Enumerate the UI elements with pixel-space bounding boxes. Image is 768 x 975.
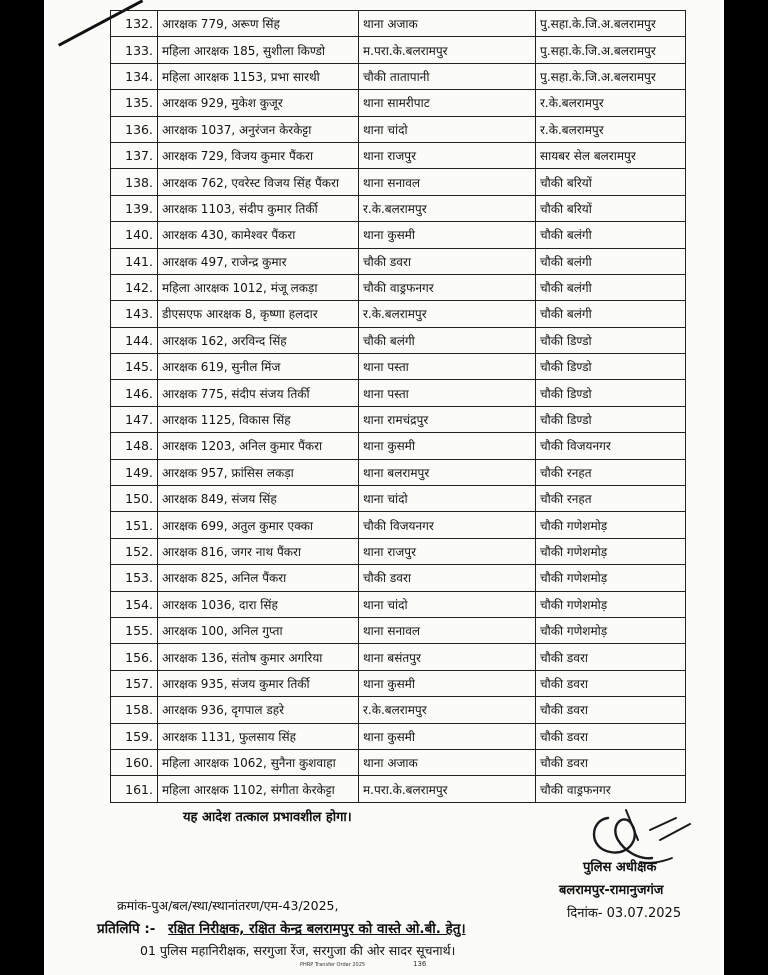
serial-cell: 158. — [111, 697, 158, 723]
name-cell: डीएसएफ आरक्षक 8, कृष्णा हलदार — [158, 301, 359, 327]
table-row — [111, 406, 686, 432]
table-row — [111, 433, 686, 459]
name-cell: आरक्षक 430, कामेश्वर पैंकरा — [158, 222, 359, 248]
serial-cell: 139. — [111, 195, 158, 221]
table-row — [111, 90, 686, 116]
name-cell: आरक्षक 497, राजेन्द्र कुमार — [158, 248, 359, 274]
from-posting-cell: थाना सनावल — [359, 617, 536, 643]
serial-cell: 155. — [111, 617, 158, 643]
to-posting-cell: र.के.बलरामपुर — [536, 116, 686, 142]
to-posting-cell: चौकी बलंगी — [536, 274, 686, 300]
name-cell: आरक्षक 699, अतुल कुमार एक्का — [158, 512, 359, 538]
name-cell: आरक्षक 935, संजय कुमार तिर्की — [158, 670, 359, 696]
serial-cell: 144. — [111, 327, 158, 353]
table-row — [111, 380, 686, 406]
from-posting-cell: थाना कुसमी — [359, 433, 536, 459]
to-posting-cell: चौकी विजयनगर — [536, 433, 686, 459]
signatory-title: पुलिस अधीक्षक — [583, 860, 657, 875]
serial-cell: 161. — [111, 776, 158, 802]
scan-border-right — [724, 0, 768, 975]
from-posting-cell: चौकी विजयनगर — [359, 512, 536, 538]
to-posting-cell: चौकी बरियों — [536, 195, 686, 221]
from-posting-cell: थाना कुसमी — [359, 723, 536, 749]
to-posting-cell: चौकी डिण्डो — [536, 354, 686, 380]
footer-caption: PHRP Transfer Order 2025 — [300, 962, 366, 968]
table-row — [111, 512, 686, 538]
name-cell: महिला आरक्षक 1062, सुनैना कुशवाहा — [158, 749, 359, 775]
name-cell: महिला आरक्षक 1153, प्रभा सारथी — [158, 63, 359, 89]
from-posting-cell: थाना कुसमी — [359, 222, 536, 248]
from-posting-cell: चौकी डवरा — [359, 248, 536, 274]
serial-cell: 151. — [111, 512, 158, 538]
to-posting-cell: चौकी गणेशमोड़ — [536, 591, 686, 617]
to-posting-cell: चौकी गणेशमोड़ — [536, 538, 686, 564]
table-row — [111, 776, 686, 802]
from-posting-cell: चौकी बलंगी — [359, 327, 536, 353]
serial-cell: 159. — [111, 723, 158, 749]
serial-cell: 156. — [111, 644, 158, 670]
from-posting-cell: थाना राजपुर — [359, 142, 536, 168]
serial-cell: 152. — [111, 538, 158, 564]
serial-cell: 142. — [111, 274, 158, 300]
table-row — [111, 749, 686, 775]
from-posting-cell: थाना चांदो — [359, 116, 536, 142]
from-posting-cell: म.परा.के.बलरामपुर — [359, 37, 536, 63]
table-row — [111, 248, 686, 274]
scan-border-left — [0, 0, 44, 975]
name-cell: आरक्षक 816, जगर नाथ पैंकरा — [158, 538, 359, 564]
name-cell: आरक्षक 1037, अनुरंजन केरकेट्टा — [158, 116, 359, 142]
serial-cell: 135. — [111, 90, 158, 116]
to-posting-cell: पु.सहा.के.जि.अ.बलरामपुर — [536, 63, 686, 89]
serial-cell: 134. — [111, 63, 158, 89]
footer-page-number: 136 — [413, 960, 427, 968]
name-cell: आरक्षक 1103, संदीप कुमार तिर्की — [158, 195, 359, 221]
table-row — [111, 274, 686, 300]
table-row — [111, 617, 686, 643]
name-cell: महिला आरक्षक 1012, मंजू लकड़ा — [158, 274, 359, 300]
table-row — [111, 644, 686, 670]
table-row — [111, 327, 686, 353]
name-cell: आरक्षक 1036, दारा सिंह — [158, 591, 359, 617]
table-row — [111, 723, 686, 749]
to-posting-cell: र.के.बलरामपुर — [536, 90, 686, 116]
table-row — [111, 538, 686, 564]
name-cell: आरक्षक 1203, अनिल कुमार पैंकरा — [158, 433, 359, 459]
table-row — [111, 11, 686, 37]
table-row — [111, 354, 686, 380]
effective-note: यह आदेश तत्काल प्रभावशील होगा। — [183, 810, 352, 825]
copy-item: 01 पुलिस महानिरीक्षक, सरगुजा रेंज, सरगुजा की ओर सादर सूचनार्थ। — [140, 943, 456, 958]
table-row — [111, 37, 686, 63]
name-cell: आरक्षक 775, संदीप संजय तिर्की — [158, 380, 359, 406]
to-posting-cell: चौकी बलंगी — [536, 222, 686, 248]
to-posting-cell: चौकी गणेशमोड़ — [536, 617, 686, 643]
table-row — [111, 63, 686, 89]
serial-cell: 148. — [111, 433, 158, 459]
serial-cell: 136. — [111, 116, 158, 142]
to-posting-cell: चौकी गणेशमोड़ — [536, 512, 686, 538]
serial-cell: 141. — [111, 248, 158, 274]
from-posting-cell: र.के.बलरामपुर — [359, 301, 536, 327]
from-posting-cell: थाना बलरामपुर — [359, 459, 536, 485]
from-posting-cell: थाना सनावल — [359, 169, 536, 195]
serial-cell: 149. — [111, 459, 158, 485]
to-posting-cell: चौकी डवरा — [536, 723, 686, 749]
serial-cell: 150. — [111, 486, 158, 512]
to-posting-cell: चौकी वाड्रफनगर — [536, 776, 686, 802]
name-cell: आरक्षक 619, सुनील मिंज — [158, 354, 359, 380]
serial-cell: 147. — [111, 406, 158, 432]
serial-cell: 140. — [111, 222, 158, 248]
to-posting-cell: चौकी डवरा — [536, 644, 686, 670]
name-cell: आरक्षक 1131, फुलसाय सिंह — [158, 723, 359, 749]
to-posting-cell: चौकी डवरा — [536, 697, 686, 723]
from-posting-cell: थाना अजाक — [359, 11, 536, 37]
to-posting-cell: चौकी डवरा — [536, 670, 686, 696]
to-posting-cell: चौकी बरियों — [536, 169, 686, 195]
serial-cell: 132. — [111, 11, 158, 37]
copy-label: प्रतिलिपि :- — [97, 921, 156, 937]
serial-cell: 143. — [111, 301, 158, 327]
from-posting-cell: थाना राजपुर — [359, 538, 536, 564]
name-cell: महिला आरक्षक 1102, संगीता केरकेट्टा — [158, 776, 359, 802]
name-cell: आरक्षक 136, संतोष कुमार अगरिया — [158, 644, 359, 670]
table-row — [111, 222, 686, 248]
to-posting-cell: चौकी बलंगी — [536, 248, 686, 274]
name-cell: आरक्षक 929, मुकेश कुजूर — [158, 90, 359, 116]
table-row — [111, 565, 686, 591]
from-posting-cell: चौकी तातापानी — [359, 63, 536, 89]
serial-cell: 146. — [111, 380, 158, 406]
table-row — [111, 670, 686, 696]
order-date: दिनांक- 03.07.2025 — [567, 906, 682, 921]
from-posting-cell: थाना सामरीपाट — [359, 90, 536, 116]
to-posting-cell: चौकी डिण्डो — [536, 406, 686, 432]
name-cell: आरक्षक 825, अनिल पैंकरा — [158, 565, 359, 591]
table-row — [111, 301, 686, 327]
from-posting-cell: थाना कुसमी — [359, 670, 536, 696]
to-posting-cell: चौकी रनहत — [536, 486, 686, 512]
serial-cell: 137. — [111, 142, 158, 168]
transfer-table — [110, 10, 686, 803]
copy-primary: रक्षित निरीक्षक, रक्षित केन्द्र बलरामपुर को वास्ते ओ.बी. हेतु। — [168, 921, 466, 937]
from-posting-cell: म.परा.के.बलरामपुर — [359, 776, 536, 802]
name-cell: आरक्षक 1125, विकास सिंह — [158, 406, 359, 432]
from-posting-cell: र.के.बलरामपुर — [359, 697, 536, 723]
name-cell: आरक्षक 729, विजय कुमार पैंकरा — [158, 142, 359, 168]
to-posting-cell: पु.सहा.के.जि.अ.बलरामपुर — [536, 11, 686, 37]
to-posting-cell: चौकी डिण्डो — [536, 327, 686, 353]
from-posting-cell: थाना अजाक — [359, 749, 536, 775]
name-cell: आरक्षक 957, फ्रांसिस लकड़ा — [158, 459, 359, 485]
from-posting-cell: थाना चांदो — [359, 486, 536, 512]
to-posting-cell: चौकी बलंगी — [536, 301, 686, 327]
name-cell: आरक्षक 762, एवरेस्ट विजय सिंह पैंकरा — [158, 169, 359, 195]
serial-cell: 138. — [111, 169, 158, 195]
table-row — [111, 142, 686, 168]
from-posting-cell: थाना बसंतपुर — [359, 644, 536, 670]
from-posting-cell: थाना रामचंद्रपुर — [359, 406, 536, 432]
name-cell: महिला आरक्षक 185, सुशीला किण्डो — [158, 37, 359, 63]
name-cell: आरक्षक 936, दृगपाल डहरे — [158, 697, 359, 723]
from-posting-cell: थाना चांदो — [359, 591, 536, 617]
serial-cell: 154. — [111, 591, 158, 617]
from-posting-cell: थाना पस्ता — [359, 354, 536, 380]
serial-cell: 133. — [111, 37, 158, 63]
table-row — [111, 697, 686, 723]
table-row — [111, 591, 686, 617]
to-posting-cell: पु.सहा.के.जि.अ.बलरामपुर — [536, 37, 686, 63]
serial-cell: 160. — [111, 749, 158, 775]
to-posting-cell: चौकी डवरा — [536, 749, 686, 775]
from-posting-cell: र.के.बलरामपुर — [359, 195, 536, 221]
table-row — [111, 116, 686, 142]
to-posting-cell: चौकी गणेशमोड़ — [536, 565, 686, 591]
table-row — [111, 459, 686, 485]
serial-cell: 145. — [111, 354, 158, 380]
name-cell: आरक्षक 162, अरविन्द सिंह — [158, 327, 359, 353]
serial-cell: 157. — [111, 670, 158, 696]
name-cell: आरक्षक 779, अरूण सिंह — [158, 11, 359, 37]
name-cell: आरक्षक 849, संजय सिंह — [158, 486, 359, 512]
order-number: क्रमांक-पुअ/बल/स्था/स्थानांतरण/एम-43/2025, — [117, 898, 339, 913]
serial-cell: 153. — [111, 565, 158, 591]
to-posting-cell: सायबर सेल बलरामपुर — [536, 142, 686, 168]
from-posting-cell: चौकी वाड्रफनगर — [359, 274, 536, 300]
to-posting-cell: चौकी रनहत — [536, 459, 686, 485]
table-row — [111, 486, 686, 512]
copy-to-line — [97, 919, 466, 937]
table-row — [111, 195, 686, 221]
from-posting-cell: चौकी डवरा — [359, 565, 536, 591]
signatory-place: बलरामपुर-रामानुजगंज — [559, 883, 664, 898]
from-posting-cell: थाना पस्ता — [359, 380, 536, 406]
to-posting-cell: चौकी डिण्डो — [536, 380, 686, 406]
table-row — [111, 169, 686, 195]
name-cell: आरक्षक 100, अनिल गुप्ता — [158, 617, 359, 643]
transfer-table-body — [111, 11, 686, 803]
